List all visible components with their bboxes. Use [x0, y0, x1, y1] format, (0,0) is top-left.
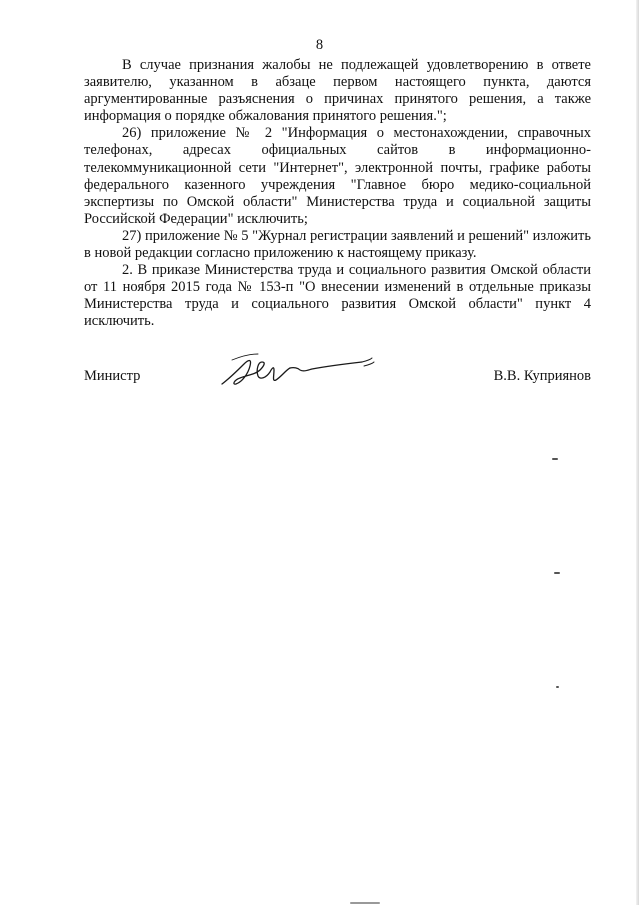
document-body [84, 57, 591, 331]
scan-artifact [556, 686, 559, 688]
paragraph-item-27: 27) приложение № 5 "Журнал регистрации заявлений и решений" изложить в новой редакции согласно приложению к настоящему приказу. [84, 227, 591, 262]
scan-artifact [350, 902, 380, 904]
paragraph-item-2: 2. В приказе Министерства труда и социального развития Омской области от 11 ноября 2015 года № 153-п "О внесении изменений в отдельные приказы Министерства труда и социального развития Омской области" пункт 4 исключить. [84, 262, 591, 330]
paragraph-item-26: 26) приложение № 2 "Информация о местонахождении, справочных телефонах, адресах официальных сайтов в информационно-телекоммуникационной сети "Интернет", электронной почты, графике работы федерального казенного учреждения "Главное бюро медико-социальной экспертизы по Омской области" Министерства труда и социальной защиты Российской Федерации" исключить; [84, 125, 591, 227]
scan-artifact [554, 572, 560, 574]
scan-artifact [552, 458, 558, 460]
signatory-title: Министр [84, 368, 141, 384]
handwritten-signature [212, 350, 382, 392]
signatory-name: В.В. Куприянов [493, 368, 591, 384]
paragraph-complaint-rejection: В случае признания жалобы не подлежащей удовлетворению в ответе заявителю, указанном в абзаце первом настоящего пункта, даются аргументированные разъяснения о причинах принятого решения, а также информация о порядке обжалования принятого решения."; [84, 57, 591, 125]
page-number: 8 [315, 37, 324, 53]
